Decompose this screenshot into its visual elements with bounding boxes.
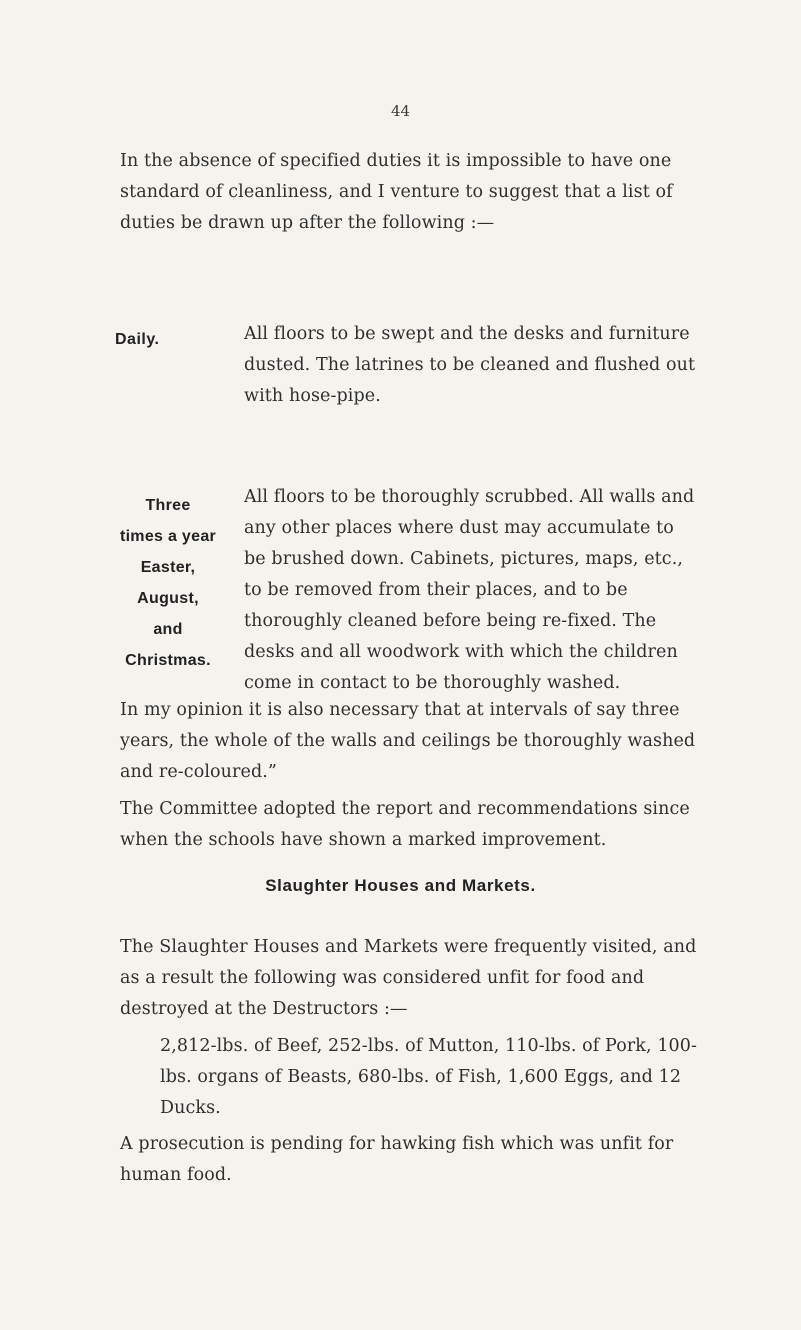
three-times-duties-text: All floors to be thoroughly scrubbed. All walls and any other places where dust may accumulate to be brushed down. Cabinets, pictures, maps, etc., to be removed from their places, and to be thoroughly cleaned before being re-fixed. The desks and all woodwork with which the children come in contact to be thoroughly washed. xyxy=(244,487,695,693)
three-times-label-line: times a year xyxy=(119,528,217,545)
intro-paragraph: In the absence of specified duties it is impossible to have one standard of cleanliness, and I venture to suggest that a list of duties be drawn up after the following :— xyxy=(120,151,673,233)
section-heading: Slaughter Houses and Markets. xyxy=(265,876,536,895)
three-times-label-line: Easter, xyxy=(140,559,196,576)
slaughter-paragraph: The Slaughter Houses and Markets were frequently visited, and as a result the following was considered unfit for food and destroyed at the Destructors :— xyxy=(120,937,697,1019)
daily-duties-text: All floors to be swept and the desks and furniture dusted. The latrines to be cleaned and flushed out with hose-pipe. xyxy=(244,324,696,406)
three-times-label-line: Three xyxy=(145,497,191,514)
daily-label: Daily. xyxy=(115,331,160,348)
three-times-label-line: August, xyxy=(137,590,199,607)
prosecution-paragraph: A prosecution is pending for hawking fish which was unfit for human food. xyxy=(120,1134,674,1185)
opinion-paragraph: In my opinion it is also necessary that at intervals of say three years, the whole of the walls and ceilings be thoroughly washed and re-coloured.” xyxy=(120,700,696,782)
three-times-label-line: Christmas. xyxy=(125,652,211,669)
committee-paragraph: The Committee adopted the report and recommendations since when the schools have shown a marked improvement. xyxy=(120,799,690,850)
three-times-label-line: and xyxy=(153,621,183,638)
destroyed-food-list: 2,812-lbs. of Beef, 252-lbs. of Mutton, 110-lbs. of Pork, 100-lbs. organs of Beasts, 680-lbs. of Fish, 1,600 Eggs, and 12 Ducks. xyxy=(160,1036,698,1118)
page-number: 44 xyxy=(390,102,411,120)
three-times-label xyxy=(98,490,238,676)
